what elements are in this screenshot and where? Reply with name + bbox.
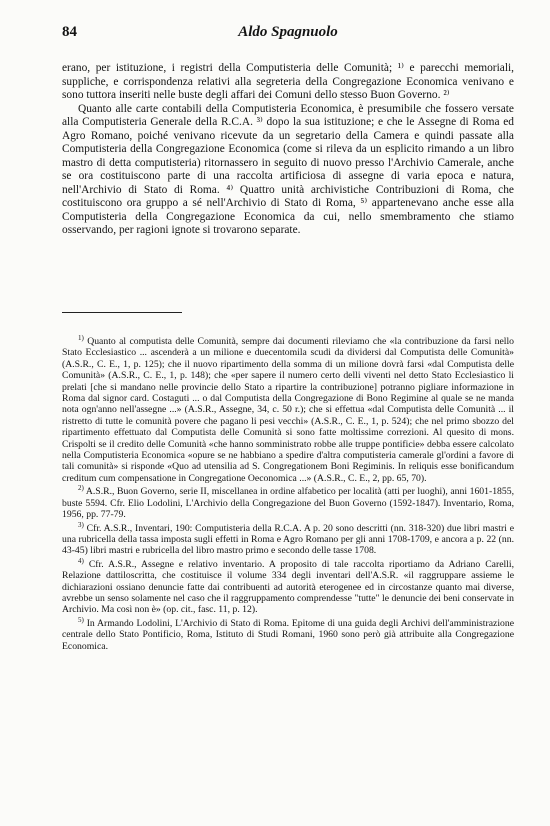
footnote-text: Cfr. A.S.R., Inventari, 190: Computisteria della R.C.A. A p. 20 sono descritti (nn. 318-320) due libri mastri e una rubricella della tassa imposta sugli effetti in Roma e Agro Romano per gli anni 1708-1709, e ancora a p. 22 (nn. 43-45) libri mastri e rubricella del libro mastro primo e secondo delle tasse 1708.: [62, 522, 514, 557]
body-paragraph: Quanto alle carte contabili della Computisteria Economica, è presumibile che fossero versate alla Computisteria Generale della R.C.A. ³⁾ dopo la sua istituzione; e che le Assegne di Roma ed Agro Romano, poiché venivano ricevute da un segretario della Camera e quindi passate alla Computisteria della Congregazione Economica (come si rileva da un esplicito rimando a un libro mastro di detta computisteria) ritornassero in seguito di nuovo presso l'Archivio Camerale, anche se ora costituiscono parte di una raccolta artificiosa di assegne di varia epoca e natura, nell'Archivio di Stato di Roma. ⁴⁾ Quattro unità archivistiche Contribuzioni di Roma, che costituiscono ora gruppo a sé nell'Archivio di Stato di Roma, ⁵⁾ appartenevano anche esse alla Computisteria della Congregazione Economica da cui, nello smembramento che stiamo osservando, per ragioni ignote si trovarono separate.: [62, 102, 514, 236]
body-paragraph: erano, per istituzione, i registri della Computisteria delle Comunità; ¹⁾ e parecchi memoriali, suppliche, e corrispondenza relativi alla segreteria della Congregazione Economica venivano e sono tuttora inseriti nelle buste degli affari dei Comuni dello stesso Buon Governo. ²⁾: [62, 62, 514, 101]
footnote-marker: 1): [78, 333, 84, 342]
footnote-text: A.S.R., Buon Governo, serie II, miscellanea in ordine alfabetico per località (atti per luoghi), anni 1601-1855, buste 5594. Cfr. Elio Lodolini, L'Archivio della Congregazione del Buon Governo (1592-1847). Inventario, Roma, 1956, pp. 77-79.: [62, 486, 515, 521]
running-title: Aldo Spagnuolo: [238, 24, 338, 40]
footnote-4: [62, 556, 514, 616]
footnote-marker: 2): [78, 484, 84, 493]
footnote-3: [62, 520, 514, 557]
footnote-marker: 5): [78, 615, 84, 624]
footnote-text: In Armando Lodolini, L'Archivio di Stato di Roma. Epitome di una guida degli Archivi dell'amministrazione centrale dello Stato Pontificio, Roma, Istituto di Studi Romani, 1960 sono però già attribuite alla Congregazione Economica.: [62, 617, 514, 652]
page-number: 84: [62, 24, 77, 40]
footnote-text: Quanto al computista delle Comunità, sempre dai documenti rileviamo che «la contribuzione da farsi nello Stato Ecclesiastico ... ascenderà a un milione e duecentomila scudi da dividersi dal Computista delle Comunità» (A.S.R., C. E., 1, p. 125); che il nuovo ripartimento della somma di un milione dovrà farsi «dal Computista delle Comunità» (A.S.R., C. E., 1, p. 148); che «per sapere il numero certo delli viventi nel detto Stato Ecclesiastico li prelati [che si mandano nelle provincie dello Stato a ripartire la contribuzione] potranno pigliare informazione in Roma dal signor card. Costaguti ... o dal Computista della Congregazione di Bono Regimine al quale se ne manda nota ogn'anno nell'assegne ...» (A.S.R., Assegne, 34, c. 50 r.); che si effettua «dal Computista delle Comunità ... il ristretto di tutte le comunità povere che pagano li pesi vecchi» (A.S.R., C. E., 1, p. 524); che nel primo sbozzo del ripartimento effettuato dal Computista delle Comunità si sono fatte moltissime correzioni. Al quesito di mons. Crispolti se il credito delle Comunità «che hanno somministrato robbe alle truppe pontificie» debba essere calcolato nella Computisteria Economica «opure se ne habbiano a spedire d'altra computisteria camerale gl'ordini a favore di tali comunità» si risponde «Quo ad utensilia ad S. Congregationem Boni Regiminis. In reliquis esse bonificandum creditum cum compensatione in Congregatione Oeconomica ...» (A.S.R., C. E., 2, pp. 65, 70).: [62, 336, 514, 484]
footnote-marker: 4): [78, 556, 84, 565]
footnote-divider: [62, 312, 182, 313]
footnotes: [62, 333, 515, 654]
main-text: [62, 62, 514, 238]
footnote-text: Cfr. A.S.R., Assegne e relativo inventario. A proposito di tale raccolta riportiamo da Adriano Carelli, Relazione dattiloscritta, che costituisce il volume 334 degli inventari dell'A.S.R. «il raggruppare assieme le dichiarazioni ossiano denuncie fatte dai contribuenti ad autorità eterogenee ed in circostanze quanto mai diverse, avrebbe un senso solamente nel caso che il raggruppamento comprendesse "tutte" le denuncie dei beni conservate in Archivio. Ma così non è» (op. cit., fasc. 11, p. 12).: [62, 558, 514, 616]
footnote-marker: 3): [78, 520, 84, 529]
footnote-1: [62, 333, 514, 484]
footnote-2: [62, 486, 514, 520]
page-header: [62, 24, 514, 42]
footnote-5: [62, 615, 514, 652]
